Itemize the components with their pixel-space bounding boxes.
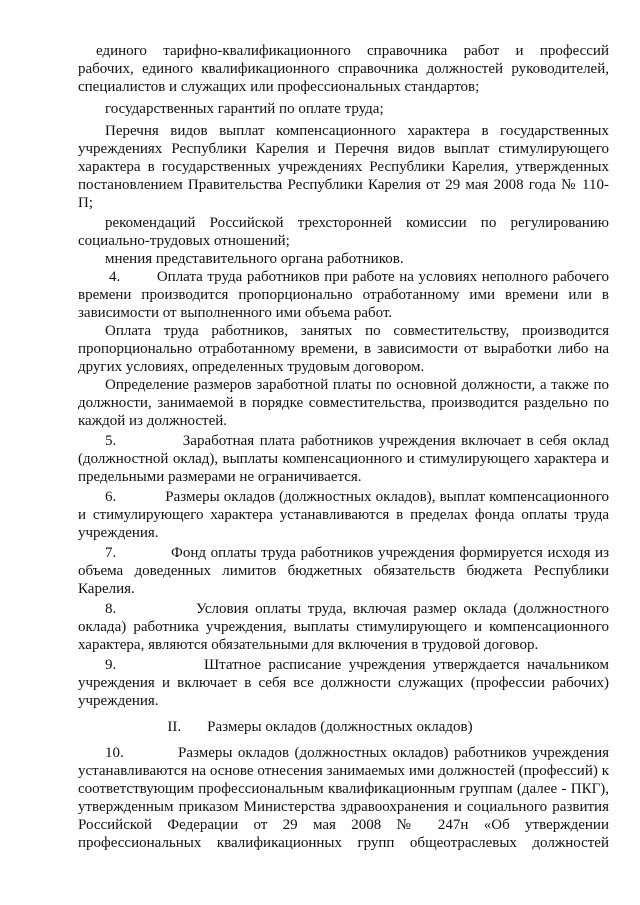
numbered-paragraph-7: 7. Фонд оплаты труда работников учреждения формируется исходя из xyxy=(105,545,609,561)
text-line: П; xyxy=(78,195,93,211)
text-line: Карелия. xyxy=(78,581,135,597)
numbered-paragraph-10: 10. Размеры окладов (должностных окладов) работников учреждения xyxy=(105,745,609,761)
text-line: единого тарифно-квалификационного справочника работ и профессий xyxy=(96,43,609,59)
section-title: Размеры окладов (должностных окладов) xyxy=(207,719,473,735)
text-line: и стимулирующего характера устанавливаются в пределах фонда оплаты труда xyxy=(78,507,609,523)
text-line: других условиях, определенных трудовым договором. xyxy=(78,359,425,375)
text-line: социально-трудовых отношений; xyxy=(78,233,290,249)
text-line: соответствующим профессиональным квалификационным группам (далее - ПКГ), xyxy=(78,781,609,797)
text-line: специалистов и служащих или профессиональных стандартов; xyxy=(78,79,480,95)
text-line: Оплата труда работников, занятых по совместительству, производится xyxy=(105,323,609,339)
numbered-paragraph-8: 8. Условия оплаты труда, включая размер оклада (должностного xyxy=(105,601,609,617)
text-line: характера, являются обязательными для включения в трудовой договор. xyxy=(78,637,539,653)
text-line: учреждения. xyxy=(78,693,159,709)
text-line: мнения представительного органа работников. xyxy=(105,251,404,267)
text-line: постановлением Правительства Республики Карелия от 29 мая 2008 года № 110- xyxy=(78,177,609,193)
text-line: учреждения и включает в себя все должности служащих (профессии рабочих) xyxy=(78,675,609,691)
text-line: (должностной оклад), выплаты компенсационного и стимулирующего характера и xyxy=(78,451,609,467)
text-line: Определение размеров заработной платы по основной должности, а также по xyxy=(105,377,609,393)
text-line: каждой из должностей. xyxy=(78,413,228,429)
text-line: учреждения. xyxy=(78,525,159,541)
numbered-paragraph-9: 9. Штатное расписание учреждения утверждается начальником xyxy=(105,657,609,673)
text-line: рабочих, единого квалификационного справочника должностей руководителей, xyxy=(78,61,609,77)
text-line: характера в государственных учреждениях Республики Карелия, утвержденных xyxy=(78,159,609,175)
section-heading xyxy=(0,718,640,736)
numbered-paragraph-4: 4. Оплата труда работников при работе на условиях неполного рабочего xyxy=(109,269,609,285)
text-line: времени производится пропорционально отработанному ими времени или в xyxy=(78,287,609,303)
text-line: должности, занимаемой в порядке совместительства, производится раздельно по xyxy=(78,395,609,411)
text-line: объема доведенных лимитов бюджетных обязательств бюджета Республики xyxy=(78,563,609,579)
text-line: предельными размерами не ограничивается. xyxy=(78,469,362,485)
text-line: зависимости от выполненного ими объема работ. xyxy=(78,305,393,321)
text-line: Перечня видов выплат компенсационного характера в государственных xyxy=(105,123,609,139)
text-line: профессиональных квалификационных групп общеотраслевых должностей xyxy=(78,835,609,851)
section-number: II. xyxy=(167,719,182,735)
numbered-paragraph-5: 5. Заработная плата работников учреждения включает в себя оклад xyxy=(105,433,609,449)
text-line: пропорционально отработанному времени, в зависимости от выработки либо на xyxy=(78,341,609,357)
text-line: утвержденным приказом Министерства здравоохранения и социального развития xyxy=(78,799,609,815)
text-line: государственных гарантий по оплате труда; xyxy=(105,101,384,117)
text-line: рекомендаций Российской трехсторонней комиссии по регулированию xyxy=(105,215,609,231)
text-line: оклада) работника учреждения, выплаты стимулирующего и компенсационного xyxy=(78,619,609,635)
text-line: Российской Федерации от 29 мая 2008 № 247н «Об утверждении xyxy=(78,817,609,833)
text-line: учреждениях Республики Карелия и Перечня видов выплат стимулирующего xyxy=(78,141,609,157)
text-line: устанавливаются на основе отнесения занимаемых ими должностей (профессий) к xyxy=(78,763,609,779)
numbered-paragraph-6: 6. Размеры окладов (должностных окладов), выплат компенсационного xyxy=(105,489,609,505)
